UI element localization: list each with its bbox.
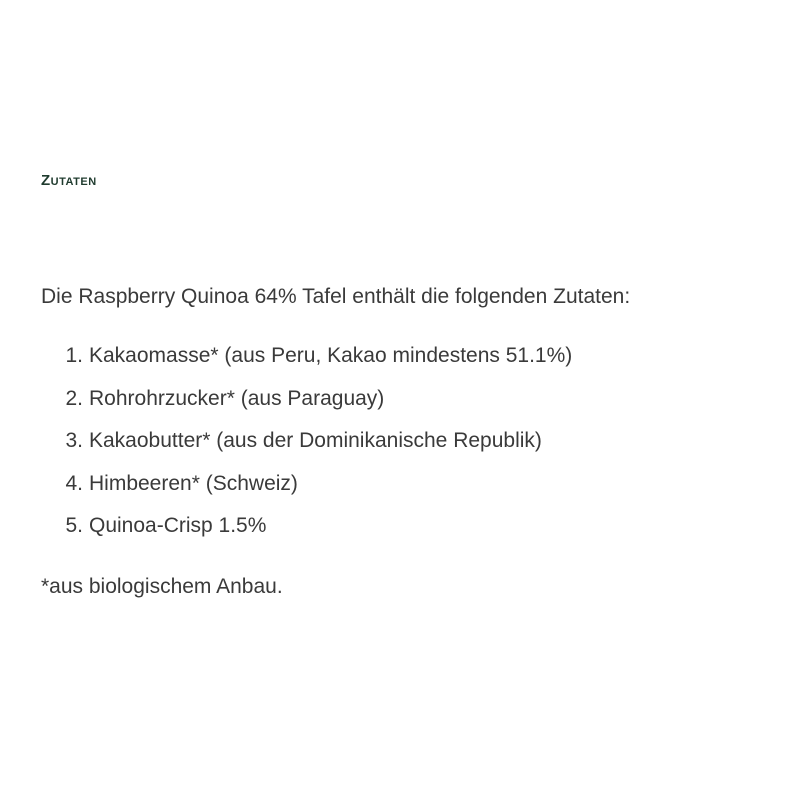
list-item-number: 1. bbox=[65, 344, 83, 367]
footnote: *aus biologischem Anbau. bbox=[41, 575, 283, 598]
list-item bbox=[41, 385, 572, 428]
list-item bbox=[41, 427, 572, 470]
intro-text: Die Raspberry Quinoa 64% Tafel enthält die folgenden Zutaten: bbox=[41, 285, 631, 308]
list-item-text: Rohrohrzucker* (aus Paraguay) bbox=[89, 386, 385, 410]
list-item bbox=[41, 470, 572, 513]
list-item-text: Himbeeren* (Schweiz) bbox=[89, 471, 298, 495]
list-item-number: 4. bbox=[65, 471, 83, 495]
list-item-text: Quinoa-Crisp 1.5% bbox=[89, 514, 267, 537]
section-heading: Zutaten bbox=[41, 172, 97, 189]
list-item bbox=[41, 512, 572, 555]
list-item-number: 2. bbox=[65, 386, 83, 410]
list-item-text: Kakaomasse* (aus Peru, Kakao mindestens 51.1%) bbox=[89, 344, 573, 367]
list-item bbox=[41, 342, 572, 385]
list-item-number: 3. bbox=[65, 429, 83, 452]
list-item-number: 5. bbox=[65, 514, 83, 537]
ingredient-list bbox=[41, 342, 572, 555]
list-item-text: Kakaobutter* (aus der Dominikanische Republik) bbox=[89, 429, 542, 452]
